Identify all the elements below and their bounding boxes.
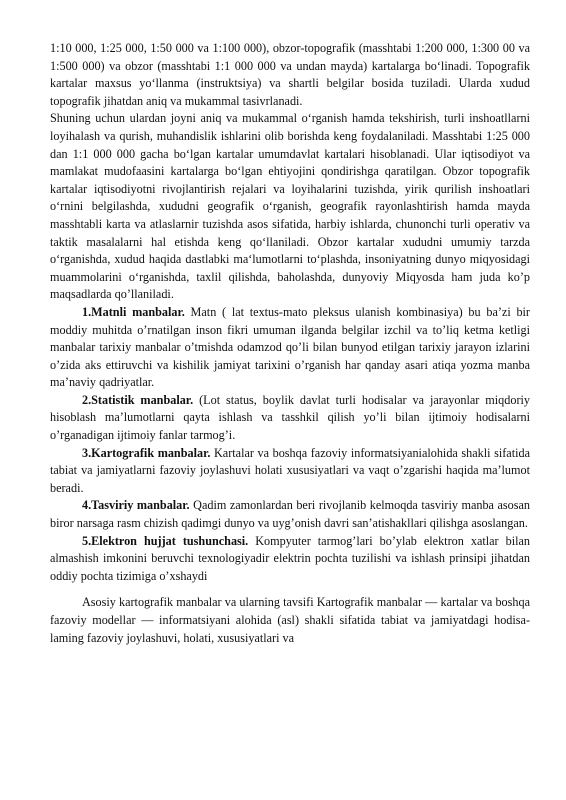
- section-electronic-document: [50, 533, 530, 586]
- section-statistical-sources: [50, 392, 530, 445]
- paragraph-map-scales: 1:10 000, 1:25 000, 1:50 000 va 1:100 000), obzor-topografik (masshtabi 1:200 000, 1:300 00 va 1:500 000) va obzor (masshtabi 1:1 000 000 va undan mayda) kartalarga bo‘linadi. Topografik kartalar maxsus yo‘llanma (instruktsiya) va shartli belgilar bosida tuziladi. Ularda xudud topografik jihatdan aniq va mukammal tasivrlanadi.: [50, 41, 530, 108]
- section-heading: 4.Tasviriy manbalar.: [82, 498, 190, 513]
- section-heading: 5.Elektron hujjat tushunchasi.: [82, 533, 249, 548]
- section-body: (Lot status, boylik davlat turli hodisalar va jarayonlar miqdoriy hisoblash ma’lumotlarni qayta ishlash va tasshkil qilish yo’li bilan ijtimoiy hodisalarni o’rganadigan ijtimoiy fanlar tarmog’i.: [50, 392, 530, 443]
- paragraph-main-cartographic-sources: Asosiy kartografik manbalar va ularning tavsifi Kartografik manbalar — kartalar va boshqa fazoviy modellar — informatsiyani alohida (asl) shakli sifatida tabiat va jamiyatdagi hodisa- laming fazoviy joylashuvi, holati, xususiyatlari va: [50, 595, 530, 645]
- section-body: Kartalar va boshqa fazoviy informatsiyanialohida shakli sifatida tabiat va jamiyatlarni fazoviy joylashuvi holati xususiyatlari va vaqt o’zgarishi haqida ma’lumot beradi.: [50, 445, 530, 495]
- section-heading: 2.Statistik manbalar.: [82, 392, 194, 407]
- section-text-sources: [50, 304, 530, 392]
- paragraph-map-usage: Shuning uchun ulardan joyni aniq va mukammal o‘rganish hamda tekshirish, turli inshoatllarni loyihalash va qurish, muhandislik ishlarini olib borishda keng foydalaniladi. Masshtabi 1:25 000 dan 1:1 000 000 gacha bo‘lgan kartalar umumdavlat kartalari hisoblanadi. Ular iqtisodiyot va mamlakat mudofaasini kartalarga bo‘lgan ehtiyojini qondirishga qaratilgan. Obzor topografik kartalar iqtisodiyotni rivojlantirish rejalari va loyihalarini tuzishda, yirik qurilish inshoatlari o‘rnini belgilashda, xududni geografik o‘rganish, geografik rayonlashtirish hamda mayda masshtabli karta va atlaslarnir tuzishda asos sifatida, harbiy ishlarda, chunonchi turli operativ va taktik masalalarni hal etishda keng qo‘llaniladi. Obzor kartalar xududni umumiy tarzda o‘rganishda, xudud haqida dastlabki ma‘lumotlarni to‘plashda, insoniyatning dunyo miqyosidagi muammolarini o‘rganishda, taxlil qilishda, baholashda, dunyoviy Miqyosda ham juda ko’p maqsadlarda qo’llaniladi.: [50, 111, 530, 302]
- section-heading: 1.Matnli manbalar.: [82, 304, 185, 319]
- section-heading: 3.Kartografik manbalar.: [82, 445, 211, 460]
- section-body: Qadim zamonlardan beri rivojlanib kelmoqda tasviriy manba asosan biror narsaga rasm chizish qadimgi dunyo va uyg’onish davri san’atishakllari qilishga asoslangan.: [50, 498, 530, 531]
- section-visual-sources: [50, 497, 530, 532]
- document-page: [50, 40, 530, 647]
- section-cartographic-sources: [50, 445, 530, 498]
- section-body: Kompyuter tarmog’lari bo’ylab elektron xatlar bilan almashish imkonini beruvchi texnologiyadir elektrin pochta tuzilishi va ishlash prinsipi jihatdan oddiy pochta tizimiga o’xshaydi: [50, 533, 530, 583]
- section-body: Matn ( lat textus-mato pleksus ulanish kombinasiya) bu ba’zi bir moddiy muhitda o’rnatilgan inson fikri umuman ilganda belgilar izchil va to’liq ketma ketligi manbalar tarixiy manbalar o’tmishda odamzod qo’li bilan bunyod etilgan tarixiy jarayon izlarini o’zida aks ettiruvchi va kishilik jamiyat tarixini o’rganish har qanday asari atiqa yozma manba ma’naviy qadriyatlar.: [50, 304, 530, 390]
- paragraph-spacer: [50, 585, 530, 594]
